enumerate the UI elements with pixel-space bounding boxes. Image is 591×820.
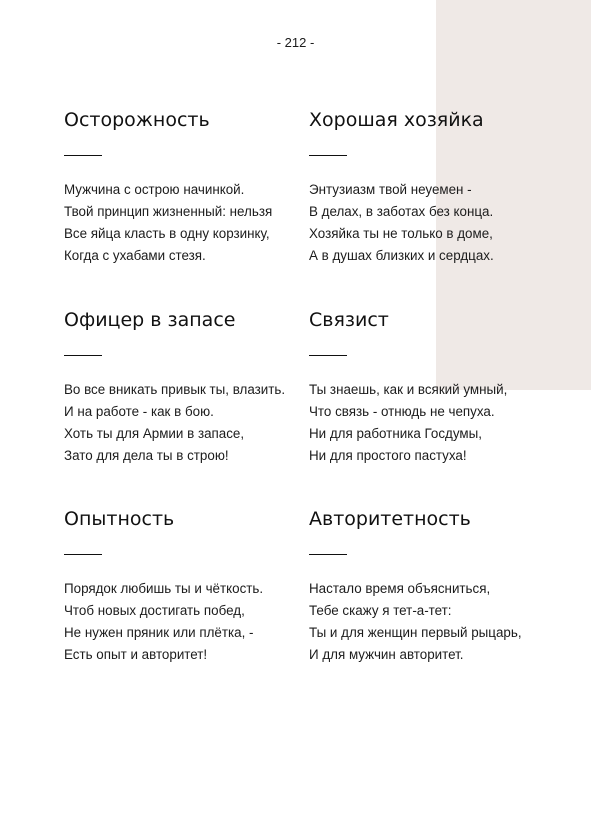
poem-line: Ты и для женщин первый рыцарь, [309, 625, 522, 640]
poem-title: Связист [309, 309, 389, 331]
poem-block [64, 308, 304, 467]
poem-line: Когда с ухабами стезя. [64, 248, 206, 263]
title-underline [64, 355, 102, 356]
poem-title: Офицер в запасе [64, 309, 236, 331]
poem-line: Мужчина с острою начинкой. [64, 182, 245, 197]
poem-line: Не нужен пряник или плётка, - [64, 625, 254, 640]
poem-line: Есть опыт и авторитет! [64, 647, 208, 662]
poem-stanza [309, 179, 549, 267]
poem-line: Чтоб новых достигать побед, [64, 603, 245, 618]
poem-line: Что связь - отнюдь не чепуха. [309, 404, 495, 419]
poem-line: Порядок любишь ты и чёткость. [64, 581, 264, 596]
title-underline [309, 554, 347, 555]
title-underline [309, 355, 347, 356]
poem-line: Тебе скажу я тет-а-тет: [309, 603, 452, 618]
poem-line: Хоть ты для Армии в запасе, [64, 426, 245, 441]
poem-line: Ни для простого пастуха! [309, 448, 467, 463]
title-underline [64, 554, 102, 555]
poem-line: Ты знаешь, как и всякий умный, [309, 382, 508, 397]
page-number: - 212 - [276, 35, 315, 50]
poem-block [64, 507, 304, 666]
poem-block [309, 108, 549, 267]
poem-line: Настало время объясниться, [309, 581, 491, 596]
poem-line: И для мужчин авторитет. [309, 647, 464, 662]
poem-stanza [64, 179, 304, 267]
poem-title: Опытность [64, 508, 175, 530]
poem-line: А в душах близких и сердцах. [309, 248, 494, 263]
poem-block [309, 507, 549, 666]
poem-stanza [309, 578, 549, 666]
poem-title: Осторожность [64, 109, 210, 131]
poem-line: Все яйца класть в одну корзинку, [64, 226, 270, 241]
poem-title: Авторитетность [309, 508, 471, 530]
title-underline [309, 155, 347, 156]
title-underline [64, 155, 102, 156]
poem-stanza [309, 379, 549, 467]
poem-line: Ни для работника Госдумы, [309, 426, 482, 441]
poem-line: И на работе - как в бою. [64, 404, 214, 419]
poem-block [64, 108, 304, 267]
poem-line: Во все вникать привык ты, влазить. [64, 382, 286, 397]
poem-line: Хозяйка ты не только в доме, [309, 226, 493, 241]
poem-title: Хорошая хозяйка [309, 109, 484, 131]
poem-line: В делах, в заботах без конца. [309, 204, 494, 219]
poem-stanza [64, 578, 304, 666]
poem-block [309, 308, 549, 467]
poem-line: Зато для дела ты в строю! [64, 448, 229, 463]
poem-line: Твой принцип жизненный: нельзя [64, 204, 273, 219]
poem-stanza [64, 379, 304, 467]
poem-line: Энтузиазм твой неуемен - [309, 182, 472, 197]
